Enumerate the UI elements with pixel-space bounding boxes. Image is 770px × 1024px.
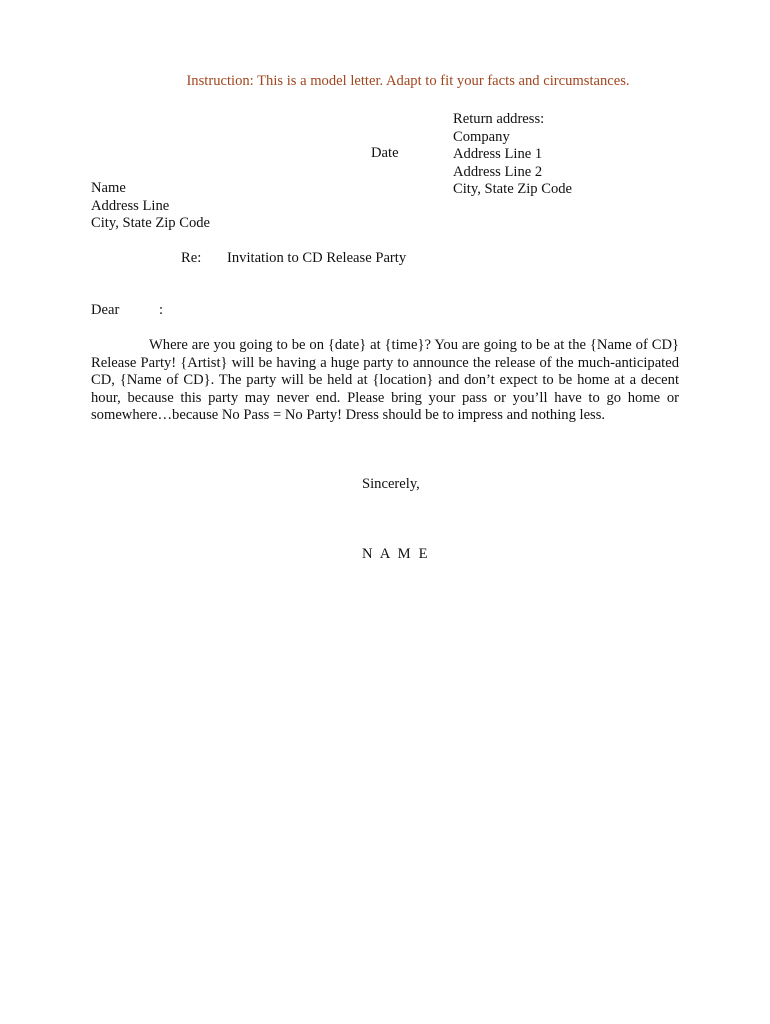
body-line: Where are you going to be on {date} at {time}? You are going to be at the {Name of CD} [149, 337, 679, 353]
return-address-heading: Return address: [453, 111, 545, 127]
body-paragraph [91, 337, 679, 425]
instruction-note: Instruction: This is a model letter. Adapt to fit your facts and circumstances. [186, 73, 630, 89]
recipient-name: Name [91, 180, 126, 196]
return-address-city-state-zip: City, State Zip Code [453, 181, 573, 197]
closing: Sincerely, [362, 476, 420, 492]
return-address-company: Company [453, 128, 510, 145]
letter-date: Date [371, 145, 399, 161]
re-label: Re: [181, 250, 202, 266]
recipient-address-line: Address Line [91, 197, 170, 214]
recipient-city-state-zip: City, State Zip Code [91, 215, 211, 231]
body-line: hour, because this party may never end. Please bring your pass or you’ll have to go home or [91, 389, 679, 406]
recipient-address-block [91, 180, 210, 233]
body-line: CD, {Name of CD}. The party will be held at {location} and don’t expect to be home at a decent [91, 372, 679, 388]
signature-name: N A M E [362, 546, 430, 562]
body-line: Release Party! {Artist} will be having a huge party to announce the release of the much-anticipated [91, 354, 679, 371]
return-address-block [453, 111, 572, 199]
return-address-line-2: Address Line 2 [453, 163, 543, 180]
salutation-colon: : [159, 302, 164, 318]
salutation-dear: Dear [91, 302, 120, 318]
return-address-line-1: Address Line 1 [453, 146, 543, 162]
re-subject: Invitation to CD Release Party [227, 250, 407, 266]
body-line: somewhere…because No Pass = No Party! Dress should be to impress and nothing less. [91, 407, 606, 423]
